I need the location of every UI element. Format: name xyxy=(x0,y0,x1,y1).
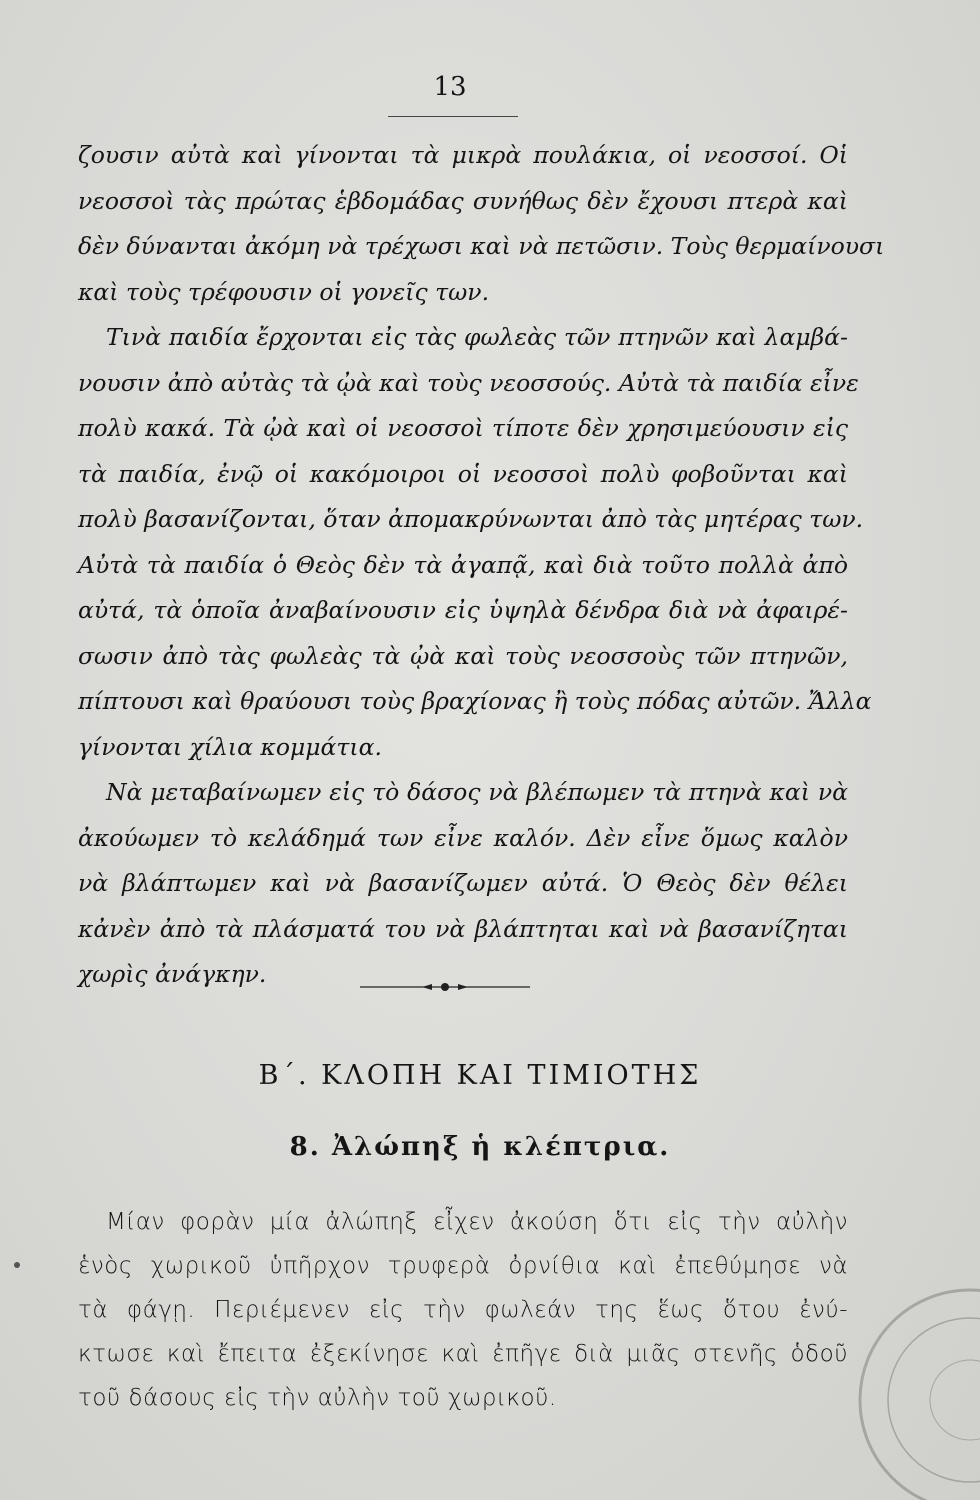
text-line: ζουσιν αὐτὰ καὶ γίνονται τὰ μικρὰ πουλάκια, οἱ νεοσσοί. Οἱ xyxy=(78,141,848,169)
text-line: νεοσσοὶ τὰς πρώτας ἑβδομάδας συνήθως δὲν ἔχουσι πτερὰ καὶ xyxy=(78,186,848,215)
body-text xyxy=(78,133,885,998)
text-line: Νὰ μεταβαίνωμεν εἰς τὸ δάσος νὰ βλέπωμεν τὰ πτηνὰ καὶ νὰ xyxy=(106,778,848,806)
section-heading: Β΄. ΚΛΟΠΗ ΚΑΙ ΤΙΜΙΟΤΗΣ xyxy=(258,1060,702,1091)
text-line: νὰ βλάπτωμεν καὶ νὰ βασανίζωμεν αὐτά. Ὁ Θεὸς δὲν θέλει xyxy=(78,869,848,897)
text-line: πολὺ βασανίζονται, ὅταν ἀπομακρύνωνται ἀπὸ τὰς μητέρας των. xyxy=(78,505,864,533)
text-line: ἀκούωμεν τὸ κελάδημά των εἶνε καλόν. Δὲν εἶνε ὅμως καλὸν xyxy=(78,823,848,852)
text-line: καὶ τοὺς τρέφουσιν οἱ γονεῖς των. xyxy=(78,277,490,306)
story-title: 8. Ἀλώπηξ ἡ κλέπτρια. xyxy=(289,1132,671,1162)
text-line: κἀνὲν ἀπὸ τὰ πλάσματά του νὰ βλάπτηται καὶ νὰ βασανίζηται xyxy=(78,914,848,943)
divider-ornament-icon xyxy=(360,980,530,994)
paper-speck xyxy=(14,1262,20,1268)
text-line: τοῦ δάσους εἰς τὴν αὐλὴν τοῦ χωρικοῦ. xyxy=(78,1385,557,1411)
story-text xyxy=(78,1200,848,1420)
text-line: δὲν δύνανται ἀκόμη νὰ τρέχωσι καὶ νὰ πετῶσιν. Τοὺς θερμαίνουσι xyxy=(78,232,885,260)
text-line: κτωσε καὶ ἔπειτα ἐξεκίνησε καὶ ἐπῆγε διὰ μιᾶς στενῆς ὁδοῦ xyxy=(78,1341,848,1367)
text-line: πίπτουσι καὶ θραύουσι τοὺς βραχίονας ἢ τοὺς πόδας αὐτῶν. Ἄλλα xyxy=(78,687,872,715)
text-line: νουσιν ἀπὸ αὐτὰς τὰ ᾠὰ καὶ τοὺς νεοσσούς. Αὐτὰ τὰ παιδία εἶνε xyxy=(78,368,859,397)
text-line: Τινὰ παιδία ἔρχονται εἰς τὰς φωλεὰς τῶν πτηνῶν καὶ λαμβά- xyxy=(106,323,848,351)
text-line: σωσιν ἀπὸ τὰς φωλεὰς τὰ ᾠὰ καὶ τοὺς νεοσσοὺς τῶν πτηνῶν, xyxy=(78,641,848,670)
library-stamp-icon xyxy=(820,1270,980,1500)
text-line: Αὐτὰ τὰ παιδία ὁ Θεὸς δὲν τὰ ἀγαπᾷ, καὶ διὰ τοῦτο πολλὰ ἀπὸ xyxy=(78,550,848,579)
text-line: αὐτά, τὰ ὁποῖα ἀναβαίνουσιν εἰς ὑψηλὰ δένδρα διὰ νὰ ἀφαιρέ- xyxy=(78,596,848,624)
text-line: πολὺ κακά. Τὰ ᾠὰ καὶ οἱ νεοσσοὶ τίποτε δὲν χρησιμεύουσιν εἰς xyxy=(78,414,848,442)
text-line: Μίαν φορὰν μία ἀλώπηξ εἶχεν ἀκούση ὅτι εἰς τὴν αὐλὴν xyxy=(106,1209,848,1235)
page-number-rule xyxy=(388,116,518,117)
text-line: τὰ παιδία, ἐνῷ οἱ κακόμοιροι οἱ νεοσσοὶ πολὺ φοβοῦνται καὶ xyxy=(78,459,848,488)
text-line: ἑνὸς χωρικοῦ ὑπῆρχον τρυφερὰ ὀρνίθια καὶ ἐπεθύμησε νὰ xyxy=(78,1253,848,1279)
text-line: γίνονται χίλια κομμάτια. xyxy=(78,732,382,761)
page-number: 13 xyxy=(433,72,467,102)
text-line: χωρὶς ἀνάγκην. xyxy=(78,960,267,988)
text-line: τὰ φάγῃ. Περιέμενεν εἰς τὴν φωλεάν της ἕως ὅτου ἐνύ- xyxy=(78,1297,848,1323)
